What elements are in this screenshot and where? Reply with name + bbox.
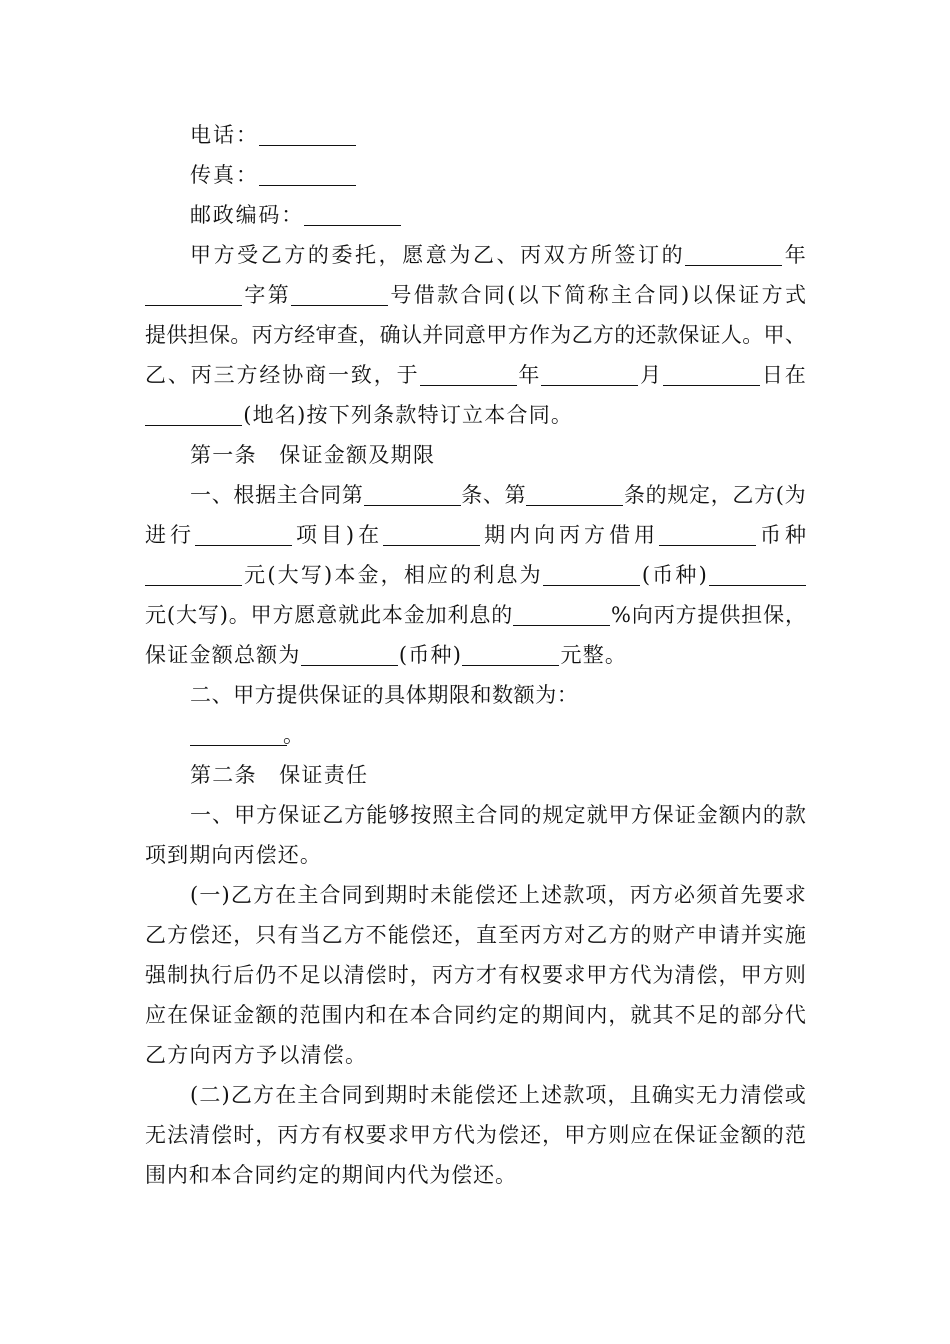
article-1-para-2-blank: 。 bbox=[190, 721, 950, 749]
fill-in-blank bbox=[291, 283, 388, 306]
fill-in-blank bbox=[685, 243, 782, 266]
fill-in-blank bbox=[543, 563, 640, 586]
fill-in-blank bbox=[259, 163, 356, 186]
article-2-item-2-line-2: 无法清偿时，丙方有权要求甲方代为偿还，甲方则应在保证金额的范 bbox=[145, 1123, 806, 1147]
article-2-para-1-line-1: 一、甲方保证乙方能够按照主合同的规定就甲方保证金额内的款 bbox=[190, 803, 806, 827]
preamble-line-3: 提供担保。丙方经审查，确认并同意甲方作为乙方的还款保证人。甲、 bbox=[145, 323, 806, 347]
fill-in-blank bbox=[364, 483, 461, 506]
fill-in-blank bbox=[195, 523, 292, 546]
article-1-para-1-line-3: 元 ( 大 写 ) 本 金 ， 相 应 的 利 息 为 ( 币 种 ) bbox=[145, 561, 950, 589]
fill-in-blank bbox=[659, 523, 756, 546]
article-2-item-1-line-5: 乙方向丙方予以清偿。 bbox=[145, 1043, 366, 1067]
fill-in-blank bbox=[462, 643, 559, 666]
phone-line: 电话： bbox=[190, 121, 950, 149]
fill-in-blank bbox=[190, 723, 287, 746]
preamble-line-4: 乙、丙三方经协商一致，于 年 月 日在 bbox=[145, 363, 806, 387]
article-1-heading: 第一条 保证金额及期限 bbox=[190, 443, 434, 467]
fill-in-blank bbox=[526, 483, 623, 506]
article-2-heading: 第二条 保证责任 bbox=[190, 763, 367, 787]
fax-line: 传真： bbox=[190, 161, 950, 189]
fill-in-blank bbox=[301, 643, 398, 666]
fill-in-blank bbox=[259, 123, 356, 146]
fill-in-blank bbox=[145, 563, 242, 586]
article-2-item-1-line-4: 应在保证金额的范围内和在本合同约定的期间内，就其不足的部分代 bbox=[145, 1003, 806, 1027]
article-1-para-1-line-2: 进 行 项 目 ) 在 期 内 向 丙 方 借 用 币 种 bbox=[145, 523, 806, 547]
fill-in-blank bbox=[420, 363, 517, 386]
article-1-para-2: 二、甲方提供保证的具体期限和数额为： bbox=[190, 683, 578, 707]
fill-in-blank bbox=[383, 523, 480, 546]
fill-in-blank bbox=[304, 203, 401, 226]
preamble-line-1: 甲 方 受 乙 方 的 委 托 ， 愿 意 为 乙 、 丙 双 方 所 签 订 的 年 bbox=[190, 243, 806, 267]
article-2-item-1-line-1: (一)乙方在主合同到期时未能偿还上述款项，丙方必须首先要求 bbox=[190, 883, 806, 907]
postal-code-line: 邮政编码： bbox=[190, 201, 950, 229]
preamble-line-5: (地名)按下列条款特订立本合同。 bbox=[145, 401, 950, 429]
article-2-item-2-line-3: 围内和本合同约定的期间内代为偿还。 bbox=[145, 1163, 516, 1187]
article-2-item-2-line-1: (二)乙方在主合同到期时未能偿还上述款项，且确实无力清偿或 bbox=[190, 1083, 806, 1107]
fill-in-blank bbox=[541, 363, 638, 386]
fill-in-blank bbox=[709, 563, 806, 586]
fill-in-blank bbox=[145, 283, 242, 306]
article-2-item-1-line-3: 强制执行后仍不足以清偿时，丙方才有权要求甲方代为清偿，甲方则 bbox=[145, 963, 806, 987]
article-1-para-1-line-5: 保证金额总额为 (币种) 元整。 bbox=[145, 643, 626, 667]
article-2-para-1-line-2: 项到期向丙偿还。 bbox=[145, 843, 321, 867]
preamble-line-2: 字 第 号 借 款 合 同 ( 以 下 简 称 主 合 同 ) 以 保 证 方 式 bbox=[145, 281, 950, 309]
fill-in-blank bbox=[663, 363, 760, 386]
article-2-item-1-line-2: 乙方偿还，只有当乙方不能偿还，直至丙方对乙方的财产申请并实施 bbox=[145, 923, 806, 947]
article-1-para-1-line-1: 一、根据主合同第 条、第 条的规定，乙方(为 bbox=[190, 483, 806, 507]
fill-in-blank bbox=[145, 403, 242, 426]
fill-in-blank bbox=[513, 603, 610, 626]
article-1-para-1-line-4: 元(大写)。甲方愿意就此本金加利息的 %向丙方提供担保， bbox=[145, 603, 806, 627]
